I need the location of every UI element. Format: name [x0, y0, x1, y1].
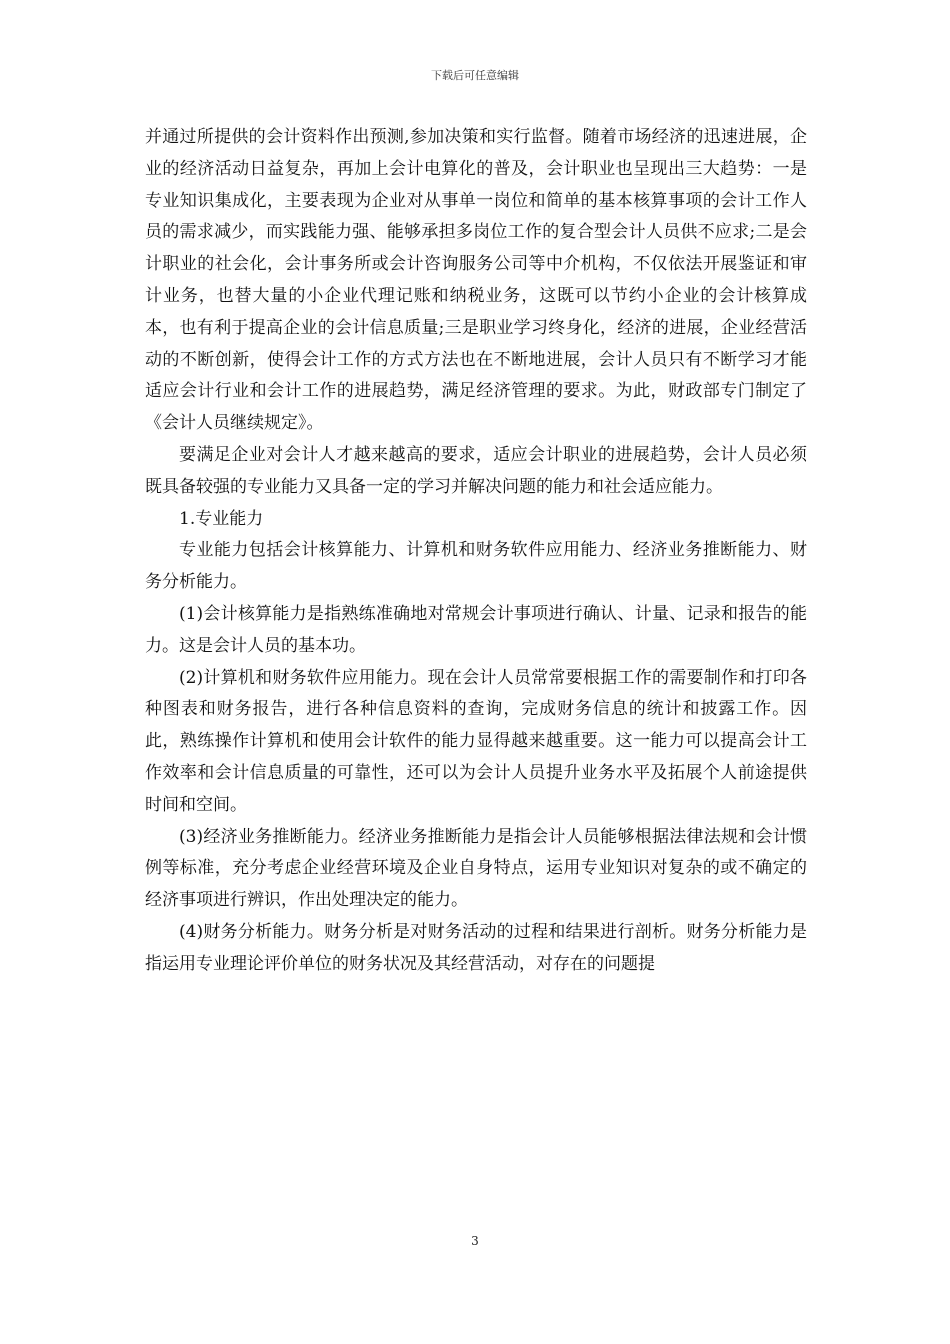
paragraph-7: (4)财务分析能力。财务分析是对财务活动的过程和结果进行剖析。财务分析能力是指运用专业理论评价单位的财务状况及其经营活动，对存在的问题提: [145, 921, 807, 974]
paragraph-5: (2)计算机和财务软件应用能力。现在会计人员常常要根据工作的需要制作和打印各种图表和财务报告，进行各种信息资料的查询，完成财务信息的统计和披露工作。因此，熟练操作计算机和使用会计软件的能力显得越来越重要。这一能力可以提高会计工作效率和会计信息质量的可靠性，还可以为会计人员提升业务水平及拓展个人前途提供时间和空间。: [145, 667, 807, 815]
paragraph-6: (3)经济业务推断能力。经济业务推断能力是指会计人员能够根据法律法规和会计惯例等标准，充分考虑企业经营环境及企业自身特点，运用专业知识对复杂的或不确定的经济事项进行辨识，作出处理决定的能力。: [145, 826, 807, 911]
document-body: [145, 122, 807, 981]
paragraph-1: 并通过所提供的会计资料作出预测,参加决策和实行监督。随着市场经济的迅速进展，企业的经济活动日益复杂，再加上会计电算化的普及，会计职业也呈现出三大趋势：一是专业知识集成化，主要表现为企业对从事单一岗位和简单的基本核算事项的会计工作人员的需求减少，而实践能力强、能够承担多岗位工作的复合型会计人员供不应求;二是会计职业的社会化，会计事务所或会计咨询服务公司等中介机构，不仅依法开展鉴证和审计业务，也替大量的小企业代理记账和纳税业务，这既可以节约小企业的会计核算成本，也有利于提高企业的会计信息质量;三是职业学习终身化，经济的进展，企业经营活动的不断创新，使得会计工作的方式方法也在不断地进展，会计人员只有不断学习才能适应会计行业和会计工作的进展趋势，满足经济管理的要求。为此，财政部专门制定了《会计人员继续规定》。: [145, 127, 807, 434]
section-heading: 1.专业能力: [179, 508, 264, 529]
paragraph-4: (1)会计核算能力是指熟练准确地对常规会计事项进行确认、计量、记录和报告的能力。这是会计人员的基本功。: [145, 603, 807, 656]
paragraph-2: 要满足企业对会计人才越来越高的要求，适应会计职业的进展趋势，会计人员必须既具备较强的专业能力又具备一定的学习并解决问题的能力和社会适应能力。: [145, 444, 807, 497]
paragraph-3: 专业能力包括会计核算能力、计算机和财务软件应用能力、经济业务推断能力、财务分析能力。: [145, 540, 807, 593]
page-number: 3: [471, 1234, 479, 1248]
page-header: 下载后可任意编辑: [431, 69, 519, 82]
